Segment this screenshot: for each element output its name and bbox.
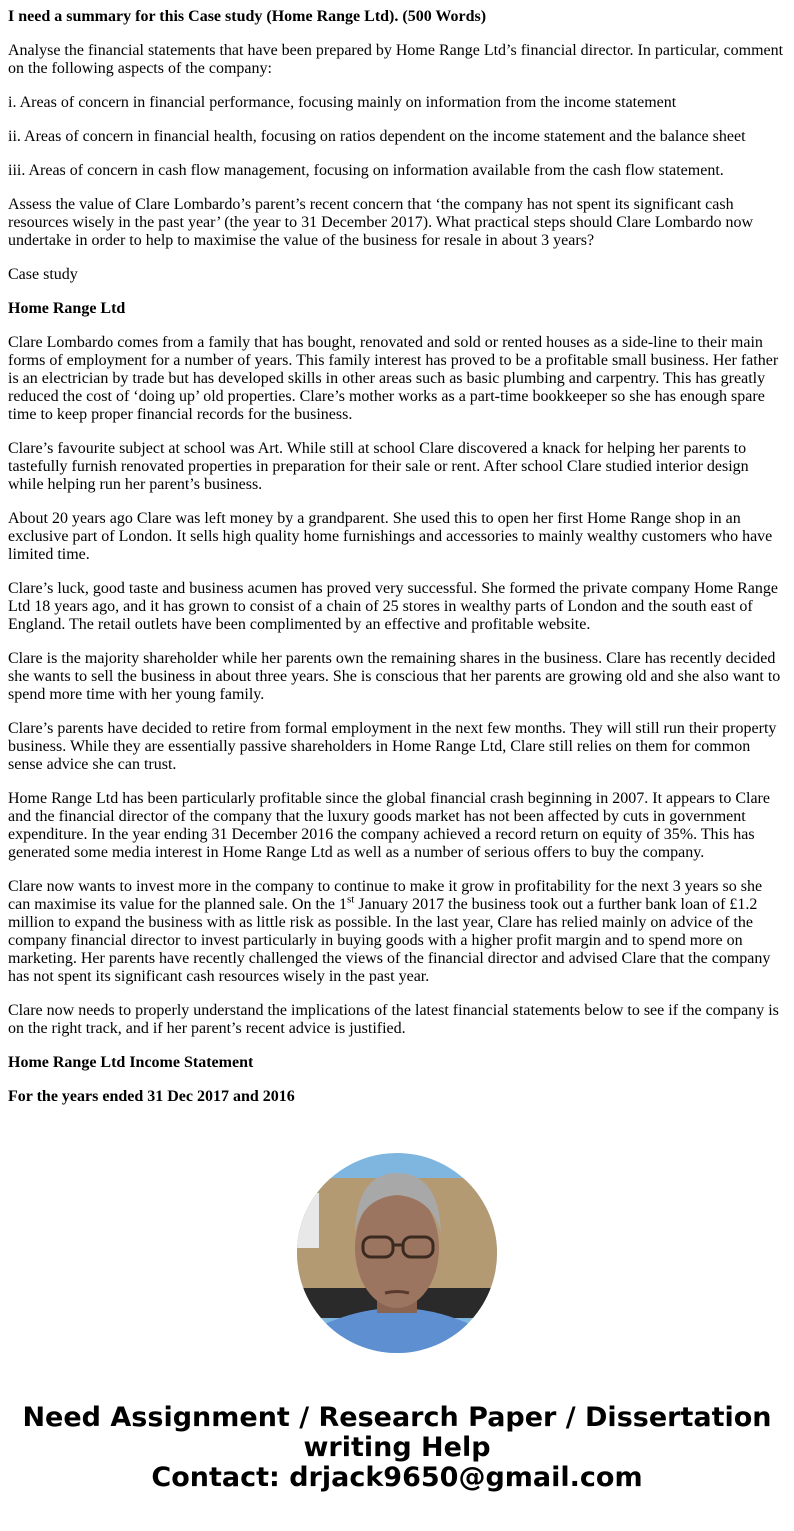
case-paragraph-invest: Clare now wants to invest more in the company to continue to make it grow in profitability for the next 3 years so she can maximise its value for the planned sale. On the 1st January 2017 the business took out a further bank loan of £1.2 million to expand the business with as little risk as possible. In the last year, Clare has relied mainly on advice of the company financial director to invest particularly in buying goods with a higher profit margin and to spend more on marketing. Her parents have recently challenged the views of the financial director and advised Clare that the company has not spent its significant cash resources wisely in the past year. [8, 878, 771, 985]
question-point: i. Areas of concern in financial performance, focusing mainly on information from the income statement [8, 94, 677, 111]
question-point: iii. Areas of concern in cash flow management, focusing on information available from the cash flow statement. [8, 162, 724, 179]
case-paragraph: Clare Lombardo comes from a family that has bought, renovated and sold or rented houses as a side-line to their main forms of employment for a number of years. This family interest has proved to be a profitable small business. Her father is an electrician by trade but has developed skills in other areas such as basic plumbing and carpentry. This has greatly reduced the cost of ‘doing up’ old properties. Clare’s mother works as a part-time bookkeeper so she has enough spare time to keep proper financial records for the business. [8, 334, 779, 423]
case-paragraph: Clare now needs to properly understand the implications of the latest financial statements below to see if the company is on the right track, and if her parent’s recent advice is justified. [8, 1002, 779, 1037]
case-paragraph: Home Range Ltd has been particularly profitable since the global financial crash beginning in 2007. It appears to Clare and the financial director of the company that the luxury goods market has not been affected by cuts in government expenditure. In the year ending 31 December 2016 the company achieved a record return on equity of 35%. This has generated some media interest in Home Range Ltd as well as a number of serious offers to buy the company. [8, 790, 770, 861]
contact-banner [0, 1403, 794, 1493]
case-paragraph: Clare’s parents have decided to retire from formal employment in the next few months. They will still run their property business. While they are essentially passive shareholders in Home Range Ltd, Clare still relies on them for common sense advice she can trust. [8, 720, 777, 773]
statement-period: For the years ended 31 Dec 2017 and 2016 [8, 1088, 295, 1105]
case-paragraph: Clare’s luck, good taste and business acumen has proved very successful. She formed the private company Home Range Ltd 18 years ago, and it has grown to consist of a chain of 25 stores in wealthy parts of London and the south east of England. The retail outlets have been complimented by an effective and profitable website. [8, 580, 779, 633]
question-intro: Analyse the financial statements that have been prepared by Home Range Ltd’s financial director. In particular, comment on the following aspects of the company: [8, 42, 784, 77]
statement-title: Home Range Ltd Income Statement [8, 1054, 254, 1071]
question-assess: Assess the value of Clare Lombardo’s parent’s recent concern that ‘the company has not spent its significant cash resources wisely in the past year’ (the year to 31 December 2017). What practical steps should Clare Lombardo now undertake in order to help to maximise the value of the business for resale in about 3 years? [8, 196, 754, 249]
case-label: Case study [8, 266, 78, 283]
question-title: I need a summary for this Case study (Home Range Ltd). (500 Words) [8, 8, 487, 25]
case-paragraph: About 20 years ago Clare was left money by a grandparent. She used this to open her first Home Range shop in an exclusive part of London. It sells high quality home furnishings and accessories to mainly wealthy customers who have limited time. [8, 510, 773, 563]
case-paragraph: Clare’s favourite subject at school was Art. While still at school Clare discovered a knack for helping her parents to tastefully furnish renovated properties in preparation for their sale or rent. After school Clare studied interior design while helping run her parent’s business. [8, 440, 749, 493]
banner-line: Need Assignment / Research Paper / Dissertation writing Help [22, 1402, 772, 1463]
case-paragraph: Clare is the majority shareholder while her parents own the remaining shares in the business. Clare has recently decided she wants to sell the business in about three years. She is conscious that her parents are growing old and she also want to spend more time with her young family. [8, 650, 781, 703]
question-point: ii. Areas of concern in financial health, focusing on ratios dependent on the income statement and the balance sheet [8, 128, 746, 145]
banner-contact: Contact: drjack9650@gmail.com [151, 1462, 643, 1493]
author-photo [297, 1153, 497, 1353]
case-heading: Home Range Ltd [8, 300, 126, 317]
document [0, 8, 794, 1106]
